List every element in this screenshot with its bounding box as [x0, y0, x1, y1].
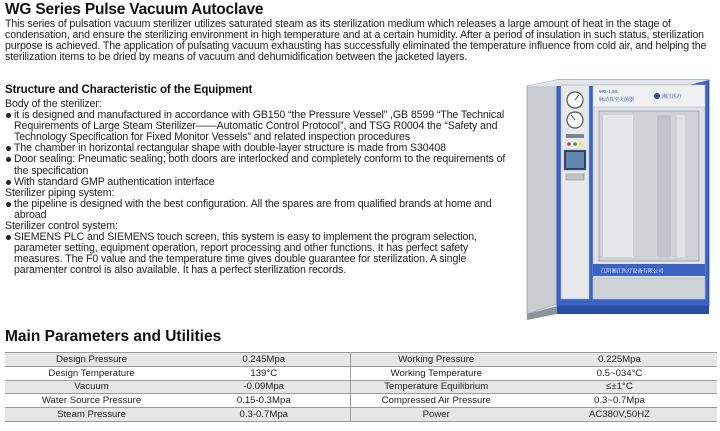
list-item: Door sealing: Pneumatic sealing; both doors are interlocked and completely conform to the requirements of the specification	[5, 154, 513, 176]
param-value: 0.3~0.7Mpa	[522, 394, 717, 408]
brand-logo-icon	[654, 93, 660, 99]
param-name: Steam Pressure	[5, 408, 178, 422]
param-value: 139°C	[178, 366, 350, 380]
piping-list	[5, 199, 513, 221]
list-item: it is designed and manufactured in accordance with GB150 “the Pressure Vessel” ,GB 8599 “The Technical Requirements of Large Steam Sterilizer——Automatic Control Protocol”, and TSG R0004 the “Safety and Technology Specification for Fixed Monitor Vessels” and related inspection procedures	[5, 110, 513, 143]
page-title: WG Series Pulse Vacuum Autoclave	[5, 1, 264, 18]
printer-icon	[566, 174, 584, 180]
param-value: 0.3-0.7Mpa	[178, 408, 350, 422]
param-name: Water Source Pressure	[5, 394, 178, 408]
param-value: AC380V,50HZ	[522, 408, 717, 422]
param-value: ≤±1°C	[522, 380, 717, 394]
list-item: SIEMENS PLC and SIEMENS touch screen, this system is easy to implement the program selection, parameter setting, equipment operation, report processing and other functions. It has perfect safety measures. The F0 value and the temperature time gives double guarantee for sterilization. A single paramenter control is also available. It has a perfect sterilization records.	[5, 232, 513, 276]
param-value: 0.15-0.3Mpa	[178, 394, 350, 408]
intro-paragraph: This series of pulsation vacuum sterilizer utilizes saturated steam as its sterilization medium which releases a large amount of heat in the stage of condensation, and ensure the sterilizing environment in high temperature and at a certain humidity. After a period of insulation in such status, sterilization purpose is achieved. The application of pulsating vacuum exhausting has successfully eliminated the temperature influence from cold air, and helping the sterilization items to be dried by means of vacuum and dehumidification between the jacketed layers.	[5, 18, 707, 63]
autoclave-machine-image	[517, 78, 717, 323]
panel-label: 脉动真空灭菌器	[599, 97, 635, 103]
brand-label: 湘江医疗	[662, 94, 683, 100]
param-value: 0.225Mpa	[522, 353, 717, 367]
machine-plinth	[557, 306, 709, 314]
table-row	[5, 408, 717, 422]
table-row	[5, 380, 717, 394]
body-label: Body of the sterilizer:	[5, 98, 102, 110]
table-row	[5, 366, 717, 380]
param-value: -0.09Mpa	[178, 380, 350, 394]
piping-label: Sterilizer piping system:	[5, 186, 115, 199]
list-item: the pipeline is designed with the best configuration. All the spares are from qualified brands at home and abroad	[5, 199, 513, 221]
params-title: Main Parameters and Utilities	[5, 328, 222, 345]
company-label: 江阴湘江医疗设备有限公司	[601, 268, 664, 275]
param-name: Power	[350, 408, 522, 422]
button-strip-icon	[566, 134, 584, 138]
table-row	[5, 394, 717, 408]
control-label: Sterilizer control system:	[5, 220, 118, 233]
param-name: Working Temperature	[350, 366, 522, 380]
model-label: WG-1.5S	[599, 89, 618, 94]
structure-section	[5, 84, 513, 277]
param-value: 0.5~034°C	[522, 366, 717, 380]
list-item: The chamber in horizontal rectangular shape with double-layer structure is made from S30408	[5, 143, 513, 154]
params-table	[5, 352, 717, 422]
structure-heading: Structure and Characteristic of the Equipment	[5, 84, 253, 96]
control-list	[5, 232, 513, 276]
list-item: With standard GMP authentication interface	[5, 177, 513, 188]
param-name: Design Temperature	[5, 366, 178, 380]
param-name: Working Pressure	[350, 353, 522, 367]
body-list	[5, 110, 513, 188]
table-row	[5, 353, 717, 367]
param-name: Compressed Air Pressure	[350, 394, 522, 408]
machine-base	[593, 278, 705, 299]
param-name: Design Pressure	[5, 353, 178, 367]
param-name: Temperature Equilibrium	[350, 380, 522, 394]
machine-side-panel	[527, 80, 557, 314]
param-name: Vacuum	[5, 380, 178, 394]
param-value: 0.245Mpa	[178, 353, 350, 367]
